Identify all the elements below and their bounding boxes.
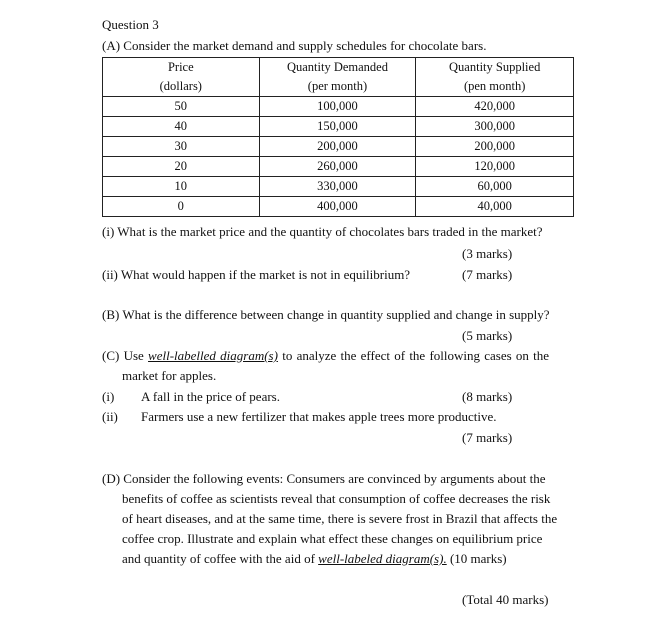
price-cell: 20 bbox=[103, 157, 260, 177]
price-cell: 50 bbox=[103, 97, 260, 117]
quantity-supplied-cell: 200,000 bbox=[416, 137, 574, 157]
table-row bbox=[103, 157, 574, 177]
table-row bbox=[103, 117, 574, 137]
question-title: Question 3 bbox=[102, 17, 159, 32]
table-row bbox=[103, 197, 574, 217]
part-a-intro: (A) Consider the market demand and supply schedules for chocolate bars. bbox=[102, 38, 487, 53]
part-a-question-2: (ii) What would happen if the market is not in equilibrium? bbox=[102, 267, 411, 282]
part-a-question-1-marks: (3 marks) bbox=[462, 246, 513, 261]
table-header-units-row bbox=[103, 77, 574, 97]
part-b-marks: (5 marks) bbox=[462, 328, 513, 343]
part-c-emphasis: well-labelled diagram(s) bbox=[148, 348, 278, 363]
part-d-line-1: (D) Consider the following events: Consumers are convinced by arguments about the bbox=[102, 471, 546, 486]
quantity-demanded-cell: 400,000 bbox=[259, 197, 416, 217]
header-quantity-supplied: Quantity Supplied bbox=[416, 58, 574, 78]
quantity-demanded-cell: 100,000 bbox=[259, 97, 416, 117]
header-price-unit: (dollars) bbox=[103, 77, 260, 97]
table-header-row bbox=[103, 58, 574, 78]
total-marks: (Total 40 marks) bbox=[462, 592, 549, 607]
part-d-marks: (10 marks) bbox=[446, 551, 507, 566]
quantity-supplied-cell: 120,000 bbox=[416, 157, 574, 177]
part-d-line-2: benefits of coffee as scientists reveal that consumption of coffee decreases the risk bbox=[122, 491, 551, 506]
price-cell: 10 bbox=[103, 177, 260, 197]
part-c-item-1-number: (i) bbox=[102, 389, 115, 404]
part-c-suffix: to analyze the effect of the following cases on the bbox=[277, 348, 550, 363]
quantity-supplied-cell: 60,000 bbox=[416, 177, 574, 197]
part-c-item-2-marks: (7 marks) bbox=[462, 430, 513, 445]
part-c-item-2-number: (ii) bbox=[102, 409, 118, 424]
quantity-supplied-cell: 420,000 bbox=[416, 97, 574, 117]
table-row bbox=[103, 97, 574, 117]
part-d-line-3: of heart diseases, and at the same time, there is severe frost in Brazil that affects the bbox=[122, 511, 558, 526]
quantity-supplied-cell: 300,000 bbox=[416, 117, 574, 137]
header-supplied-unit: (pen month) bbox=[416, 77, 574, 97]
table-row bbox=[103, 137, 574, 157]
part-a-question-2-marks: (7 marks) bbox=[462, 267, 513, 282]
quantity-demanded-cell: 330,000 bbox=[259, 177, 416, 197]
price-cell: 30 bbox=[103, 137, 260, 157]
part-d-line-5-prefix: and quantity of coffee with the aid of bbox=[122, 551, 319, 566]
quantity-demanded-cell: 150,000 bbox=[259, 117, 416, 137]
price-cell: 40 bbox=[103, 117, 260, 137]
part-d-line-4: coffee crop. Illustrate and explain what effect these changes on equilibrium price bbox=[122, 531, 543, 546]
part-c-item-1-marks: (8 marks) bbox=[462, 389, 513, 404]
table-row bbox=[103, 177, 574, 197]
part-c-prefix: (C) Use bbox=[102, 348, 149, 363]
schedule-table bbox=[102, 57, 574, 217]
part-a-question-1: (i) What is the market price and the quantity of chocolates bars traded in the market? bbox=[102, 224, 543, 239]
part-c-question bbox=[102, 348, 549, 364]
quantity-demanded-cell: 260,000 bbox=[259, 157, 416, 177]
header-price: Price bbox=[103, 58, 260, 78]
header-demanded-unit: (per month) bbox=[259, 77, 416, 97]
part-c-item-1-text: A fall in the price of pears. bbox=[141, 389, 280, 404]
price-cell: 0 bbox=[103, 197, 260, 217]
part-d-emphasis: well-labeled diagram(s). bbox=[318, 551, 447, 566]
quantity-demanded-cell: 200,000 bbox=[259, 137, 416, 157]
part-c-question-line2: market for apples. bbox=[122, 368, 217, 383]
quantity-supplied-cell: 40,000 bbox=[416, 197, 574, 217]
part-b-question: (B) What is the difference between change in quantity supplied and change in supply? bbox=[102, 307, 550, 322]
part-c-item-2-text: Farmers use a new fertilizer that makes apple trees more productive. bbox=[141, 409, 497, 424]
part-d-line-5 bbox=[122, 551, 507, 567]
header-quantity-demanded: Quantity Demanded bbox=[259, 58, 416, 78]
